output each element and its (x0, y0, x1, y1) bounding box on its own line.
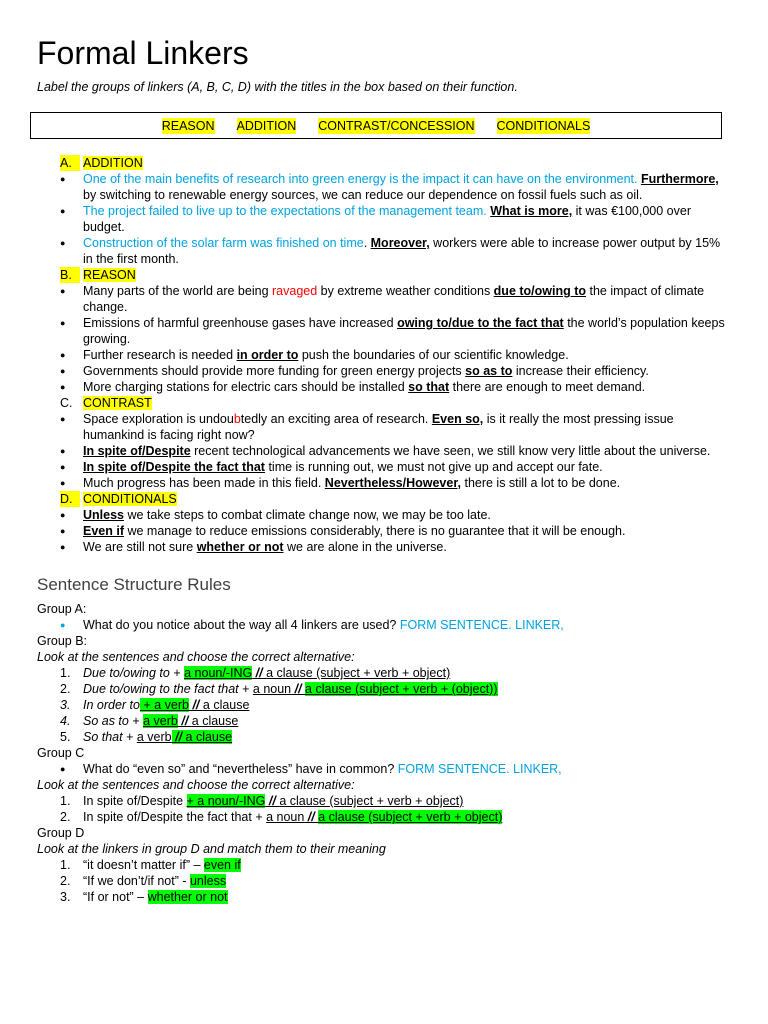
linker: Moreover, (370, 236, 430, 250)
group-label: CONTRAST (83, 396, 152, 410)
rules-group-b-label: Group B: (37, 634, 88, 648)
rules-group-b-instruction: Look at the sentences and choose the correct alternative: (37, 650, 355, 664)
linker: whether or not (196, 540, 284, 554)
list-item: ● Space exploration is undoubtedly an exciting area of research. Even so, is it really the most pressing issue humankind is facing right now? (60, 412, 674, 442)
linker: due to/owing to (493, 284, 587, 298)
list-item: ● One of the main benefits of research into green energy is the impact it can have on the environment. Furthermore, by switching to renewable energy sources, we can reduce our dependence on fossil fuels such as oil. (60, 172, 719, 202)
bullet-icon: ● (60, 366, 66, 376)
group-d-heading (0, 491, 768, 507)
list-item: 4. So as to + a verb // a clause (60, 714, 239, 728)
linker: Even if (83, 524, 124, 538)
group-a-heading (0, 155, 768, 171)
list-item: ● Governments should provide more funding for green energy projects so as to increase their efficiency. (60, 364, 649, 378)
list-item: ● In spite of/Despite recent technological advancements we have seen, we still know very little about the universe. (60, 444, 711, 458)
instruction-text: Label the groups of linkers (A, B, C, D) with the titles in the box based on their function. (37, 80, 518, 94)
bullet-icon: ● (60, 764, 66, 774)
rules-group-c-label: Group C (37, 746, 85, 760)
bullet-icon: ● (60, 414, 66, 424)
list-item: 3. In order to + a verb // a clause (60, 698, 250, 712)
bullet-icon: ● (60, 174, 66, 184)
group-c-heading (0, 395, 768, 411)
group-marker: A. (60, 155, 80, 171)
linker: in order to (236, 348, 299, 362)
list-item: 2. In spite of/Despite the fact that + a noun // a clause (subject + verb + object) (60, 810, 503, 824)
rules-group-d-label: Group D (37, 826, 85, 840)
bullet-icon: ● (60, 478, 66, 488)
bullet-icon: ● (60, 286, 66, 296)
bullet-icon: ● (60, 350, 66, 360)
linker-groups (0, 155, 768, 905)
bullet-icon: ● (60, 238, 66, 248)
list-item: 1. “it doesn’t matter if” – even if (60, 858, 241, 872)
linker: so that (408, 380, 450, 394)
group-marker: C. (60, 396, 73, 410)
bullet-icon: ● (60, 462, 66, 472)
linker: Furthermore, (640, 172, 719, 186)
group-label: REASON (83, 268, 136, 282)
bullet-icon: ● (60, 318, 66, 328)
list-item: ● Much progress has been made in this field. Nevertheless/However, there is still a lot to be done. (60, 476, 621, 490)
list-item: 2. “If we don’t/if not” - unless (60, 874, 227, 888)
list-item: ● The project failed to live up to the expectations of the management team. What is more, it was €100,000 over budget. (60, 204, 691, 234)
list-item: 1. Due to/owing to + a noun/-ING // a clause (subject + verb + object) (60, 666, 451, 680)
bullet-icon: ● (60, 542, 66, 552)
linker: so as to (465, 364, 513, 378)
linker: In spite of/Despite (83, 444, 191, 458)
linker: What is more, (490, 204, 573, 218)
page-title: Formal Linkers (37, 35, 249, 71)
list-item: ● Unless we take steps to combat climate change now, we may be too late. (60, 508, 491, 522)
bullet-icon: ● (60, 526, 66, 536)
list-item: ● Even if we manage to reduce emissions considerably, there is no guarantee that it will be enough. (60, 524, 626, 538)
list-item: ● We are still not sure whether or not we are alone in the universe. (60, 540, 447, 554)
list-item: 2. Due to/owing to the fact that + a noun // a clause (subject + verb + (object)) (60, 682, 498, 696)
group-label: CONDITIONALS (83, 492, 177, 506)
box-word-contrast: CONTRAST/CONCESSION (318, 118, 475, 133)
linker: Even so, (431, 412, 484, 426)
bullet-icon: ● (60, 446, 66, 456)
group-marker: B. (60, 267, 80, 283)
list-item: ● In spite of/Despite the fact that time is running out, we must not give up and accept our fate. (60, 460, 603, 474)
list-item: ● Many parts of the world are being ravaged by extreme weather conditions due to/owing to the impact of climate change. (60, 284, 705, 314)
linker: Nevertheless/However, (324, 476, 461, 490)
box-word-conditionals: CONDITIONALS (496, 118, 591, 133)
list-item: ● Further research is needed in order to push the boundaries of our scientific knowledge. (60, 348, 569, 362)
titles-box (30, 112, 722, 139)
linker: Unless (83, 508, 124, 522)
box-word-addition: ADDITION (236, 118, 297, 133)
linker: owing to/due to the fact that (397, 316, 564, 330)
list-item: 5. So that + a verb // a clause (60, 730, 233, 744)
list-item: 3. “If or not” – whether or not (60, 890, 228, 904)
rules-group-a-label: Group A: (37, 602, 87, 616)
rules-group-d-instruction: Look at the linkers in group D and match them to their meaning (37, 842, 386, 856)
bullet-icon: ● (60, 382, 66, 392)
list-item: ● Emissions of harmful greenhouse gases have increased owing to/due to the fact that the world’s population keeps growing. (60, 316, 725, 346)
group-b-heading (0, 267, 768, 283)
section-heading: Sentence Structure Rules (37, 575, 231, 594)
bullet-icon: ● (60, 620, 66, 630)
group-label: ADDITION (83, 156, 143, 170)
bullet-icon: ● (60, 510, 66, 520)
list-item: ● Construction of the solar farm was finished on time. Moreover, workers were able to increase power output by 15% in the first month. (60, 236, 721, 266)
box-word-reason: REASON (161, 118, 215, 133)
group-marker: D. (60, 491, 80, 507)
list-item: ● More charging stations for electric cars should be installed so that there are enough to meet demand. (60, 380, 646, 394)
rules-group-c-instruction: Look at the sentences and choose the correct alternative: (37, 778, 355, 792)
linker: In spite of/Despite the fact that (83, 460, 265, 474)
list-item: ● What do “even so” and “nevertheless” have in common? FORM SENTENCE. LINKER, (60, 762, 562, 776)
list-item: ● What do you notice about the way all 4 linkers are used? FORM SENTENCE. LINKER, (60, 618, 564, 632)
list-item: 1. In spite of/Despite + a noun/-ING // a clause (subject + verb + object) (60, 794, 464, 808)
bullet-icon: ● (60, 206, 66, 216)
